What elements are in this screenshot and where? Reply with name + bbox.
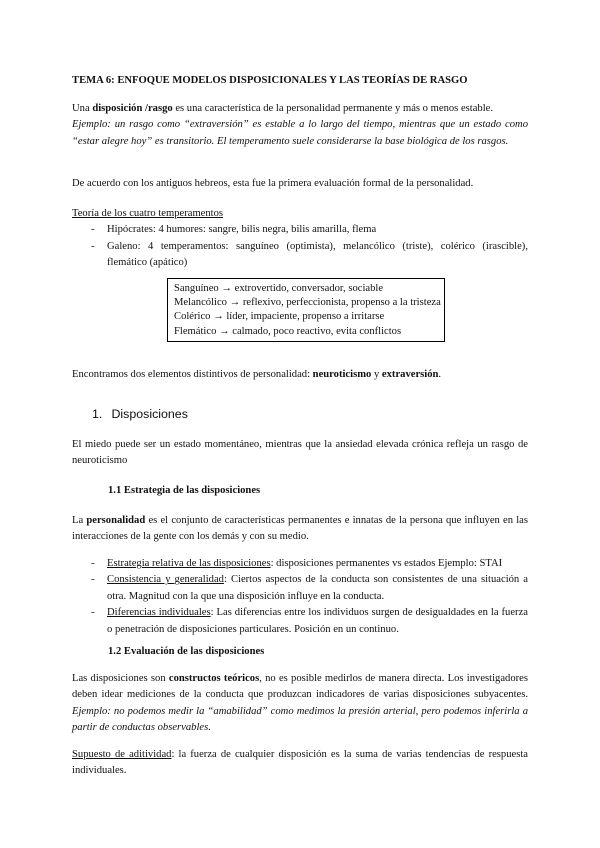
term-personalidad: personalidad xyxy=(86,515,146,526)
personality-paragraph: La personalidad es el conjunto de características permanentes e innatas de la persona que influyen en las interacciones de la gente con los demás y con su medio. xyxy=(72,515,528,543)
term-extraversion: extraversión xyxy=(381,369,439,380)
box-line: Colérico → líder, impaciente, propenso a irritarse xyxy=(174,311,385,323)
list-item: - Consistencia y generalidad: Ciertos aspectos de la conducta son consistentes de una situación a otra. Magnitud con la que una disposición influye en la conducta. xyxy=(91,574,528,602)
term-constructos: constructos teóricos xyxy=(168,673,260,684)
section-number: 1. xyxy=(92,407,103,421)
section-heading-disposiciones xyxy=(92,407,188,421)
temperaments-heading: Teoría de los cuatro temperamentos xyxy=(72,208,224,219)
additivity-label: Supuesto de aditividad xyxy=(72,749,172,760)
box-line: Melancólico → reflexivo, perfeccionista, propenso a la tristeza xyxy=(174,297,441,309)
section-label: Disposiciones xyxy=(111,407,188,421)
box-line: Sanguíneo → extrovertido, conversador, sociable xyxy=(174,283,384,294)
elements-paragraph: Encontramos dos elementos distintivos de personalidad: neuroticismo y extraversión. xyxy=(72,369,442,380)
box-line: Flemático → calmado, poco reactivo, evita conflictos xyxy=(174,325,402,337)
fear-paragraph: El miedo puede ser un estado momentáneo, mientras que la ansiedad elevada crónica refleja un rasgo de neuroticismo xyxy=(72,439,528,467)
evaluation-paragraph: Las disposiciones son constructos teóricos, no es posible medirlos de manera directa. Los investigadores deben idear mediciones de la conducta que produzcan indicadores de varias disposiciones subyacentes. Ejemplo: no podemos medir la “amabilidad” como medimos la presión arterial, pero podemos inferirla a partir de conductas observables. xyxy=(72,673,528,734)
intro-paragraph: Una disposición /rasgo es una característica de la personalidad permanente y más o menos estable. Ejemplo: un rasgo como “extraversión” es estable a lo largo del tiempo, mientras que un estado como “estar alegre hoy” es transitorio. El temperamento suele considerarse la base biológica de los rasgos. xyxy=(72,103,528,147)
temperaments-section xyxy=(72,206,528,272)
list-item: - Diferencias individuales: Las diferencias entre los individuos surgen de desigualdades en la fuerza o penetración de disposiciones particulares. Posición en un continuo. xyxy=(91,607,528,635)
hebrews-paragraph: De acuerdo con los antiguos hebreos, esta fue la primera evaluación formal de la personalidad. xyxy=(72,178,474,189)
term-disposicion: disposición /rasgo xyxy=(92,103,173,114)
temperaments-box xyxy=(167,278,445,342)
subsection-heading-1-2: 1.2 Evaluación de las disposiciones xyxy=(108,646,265,657)
strategy-list xyxy=(72,556,528,638)
term-neuroticismo: neuroticismo xyxy=(312,369,372,380)
list-item: - Estrategia relativa de las disposiciones: disposiciones permanentes vs estados Ejemplo: STAI xyxy=(91,558,503,569)
page-title: TEMA 6: ENFOQUE MODELOS DISPOSICIONALES Y LAS TEORÍAS DE RASGO xyxy=(72,75,468,86)
subsection-heading-1-1: 1.1 Estrategia de las disposiciones xyxy=(108,485,261,496)
list-item: - Hipócrates: 4 humores: sangre, bilis negra, bilis amarilla, flema xyxy=(91,224,377,236)
additivity-paragraph: Supuesto de aditividad: la fuerza de cualquier disposición es la suma de varias tendencias de respuesta individuales. xyxy=(72,749,528,777)
intro-example: Ejemplo: un rasgo como “extraversión” es estable a lo largo del tiempo, mientras que un estado como “estar alegre hoy” es transitorio. El temperamento suele considerarse la base biológica de los rasgos. xyxy=(72,119,528,147)
list-item: - Galeno: 4 temperamentos: sanguíneo (optimista), melancólico (triste), colérico (irascible), flemático (apático) xyxy=(91,240,528,269)
evaluation-example: Ejemplo: no podemos medir la “amabilidad” como medimos la presión arterial, pero podemos inferirla a partir de conductas observables. xyxy=(72,705,528,734)
